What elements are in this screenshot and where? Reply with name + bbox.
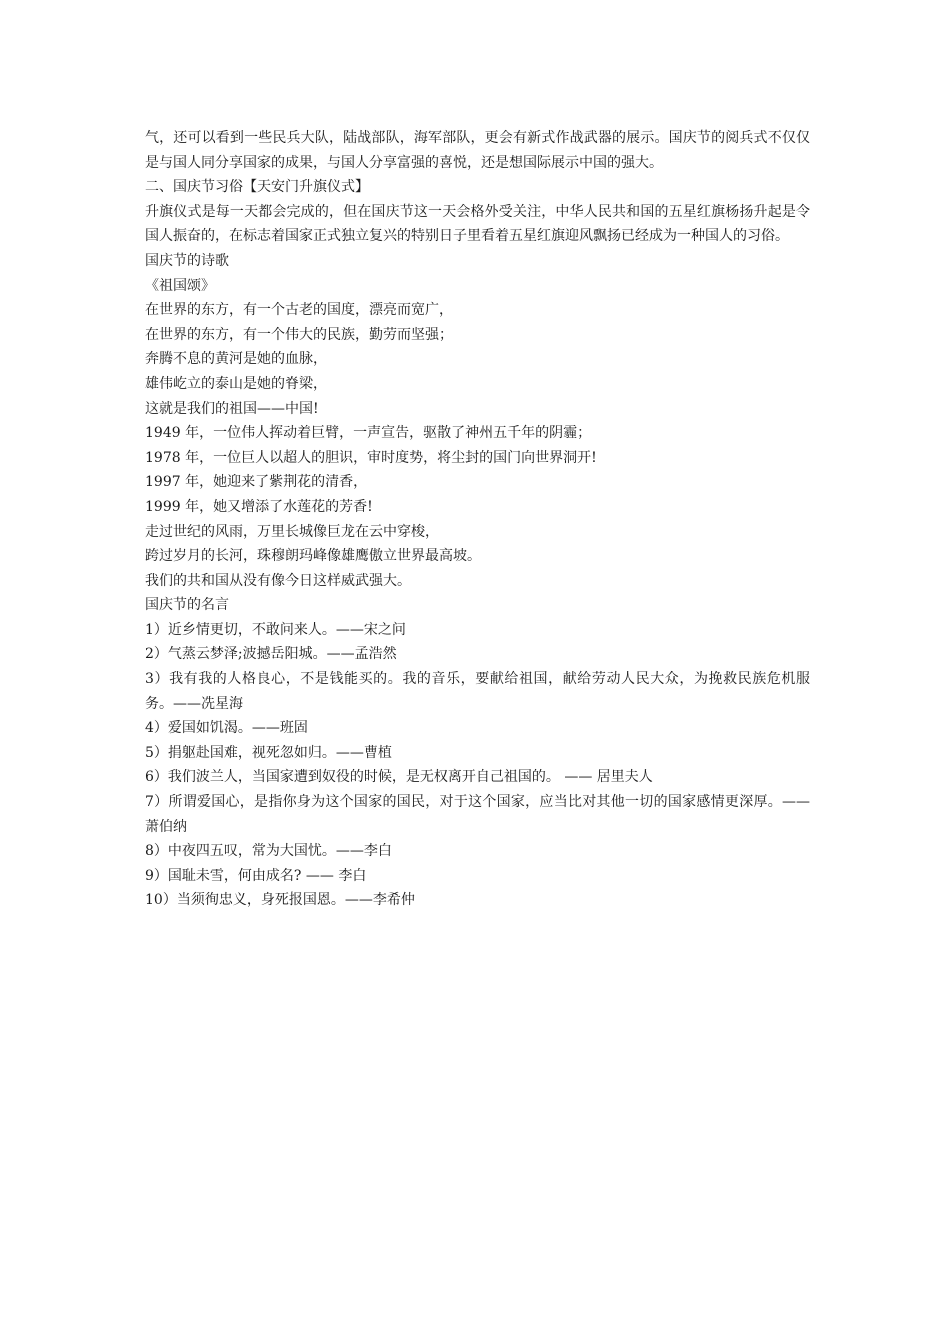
poem-line: 1949 年，一位伟人挥动着巨臂，一声宣告，驱散了神州五千年的阴霾； (145, 425, 592, 442)
poem-line: 在世界的东方，有一个伟大的民族，勤劳而坚强； (145, 326, 453, 343)
quote-item: 2）气蒸云梦泽;波撼岳阳城。——孟浩然 (145, 646, 397, 663)
quote-item: 5）捐躯赴国难，视死忽如归。——曹植 (145, 744, 392, 761)
section2-paragraph: 升旗仪式是每一天都会完成的，但在国庆节这一天会格外受关注，中华人民共和国的五星红旗杨扬升起是令国人振奋的，在标志着国家正式独立复兴的特别日子里看着五星红旗迎风飘扬已经成为一种国人的习俗。 (145, 203, 810, 245)
poem-line: 跨过岁月的长河，珠穆朗玛峰像雄鹰傲立世界最高坡。 (145, 548, 481, 565)
poem-heading: 国庆节的诗歌 (145, 252, 229, 269)
quote-item: 6）我们波兰人，当国家遭到奴役的时候，是无权离开自己祖国的。 —— 居里夫人 (145, 769, 653, 786)
quote-item: 1）近乡情更切，不敢问来人。——宋之问 (145, 621, 406, 638)
quote-item: 7）所谓爱国心，是指你身为这个国家的国民，对于这个国家，应当比对其他一切的国家感情更深厚。——萧伯纳 (145, 794, 810, 835)
quote-item: 8）中夜四五叹，常为大国忧。——李白 (145, 843, 392, 860)
poem-title: 《祖国颂》 (145, 277, 215, 294)
poem-line: 1999 年，她又增添了水莲花的芳香! (145, 498, 373, 515)
quotes-list (145, 618, 810, 913)
poem-line: 走过世纪的风雨，万里长城像巨龙在云中穿梭， (145, 523, 439, 540)
section2-heading: 二、国庆节习俗【天安门升旗仪式】 (145, 179, 369, 196)
quote-item: 4）爱国如饥渴。——班固 (145, 720, 308, 737)
poem-line: 在世界的东方，有一个古老的国度，漂亮而宽广， (145, 302, 453, 319)
poem-line: 雄伟屹立的泰山是她的脊梁， (145, 375, 327, 392)
poem-line: 我们的共和国从没有像今日这样威武强大。 (145, 572, 411, 589)
poem-line: 这就是我们的祖国——中国! (145, 400, 319, 417)
quote-item: 3）我有我的人格良心，不是钱能买的。我的音乐，要献给祖国，献给劳动人民大众，为挽救民族危机服务。——冼星海 (145, 671, 810, 712)
poem-line: 奔腾不息的黄河是她的血脉， (145, 351, 327, 368)
poem-body (145, 298, 810, 593)
poem-line: 1978 年，一位巨人以超人的胆识，审时度势，将尘封的国门向世界洞开! (145, 449, 597, 466)
poem-line: 1997 年，她迎来了紫荆花的清香， (145, 474, 368, 491)
document-body (145, 126, 810, 913)
quote-item: 9）国耻未雪，何由成名? —— 李白 (145, 867, 367, 884)
intro-paragraph: 气，还可以看到一些民兵大队，陆战部队，海军部队，更会有新式作战武器的展示。国庆节的阅兵式不仅仅是与国人同分享国家的成果，与国人分享富强的喜悦，还是想国际展示中国的强大。 (145, 130, 810, 171)
quotes-heading: 国庆节的名言 (145, 597, 229, 614)
quote-item: 10）当须徇忠义，身死报国恩。——李希仲 (145, 892, 415, 909)
